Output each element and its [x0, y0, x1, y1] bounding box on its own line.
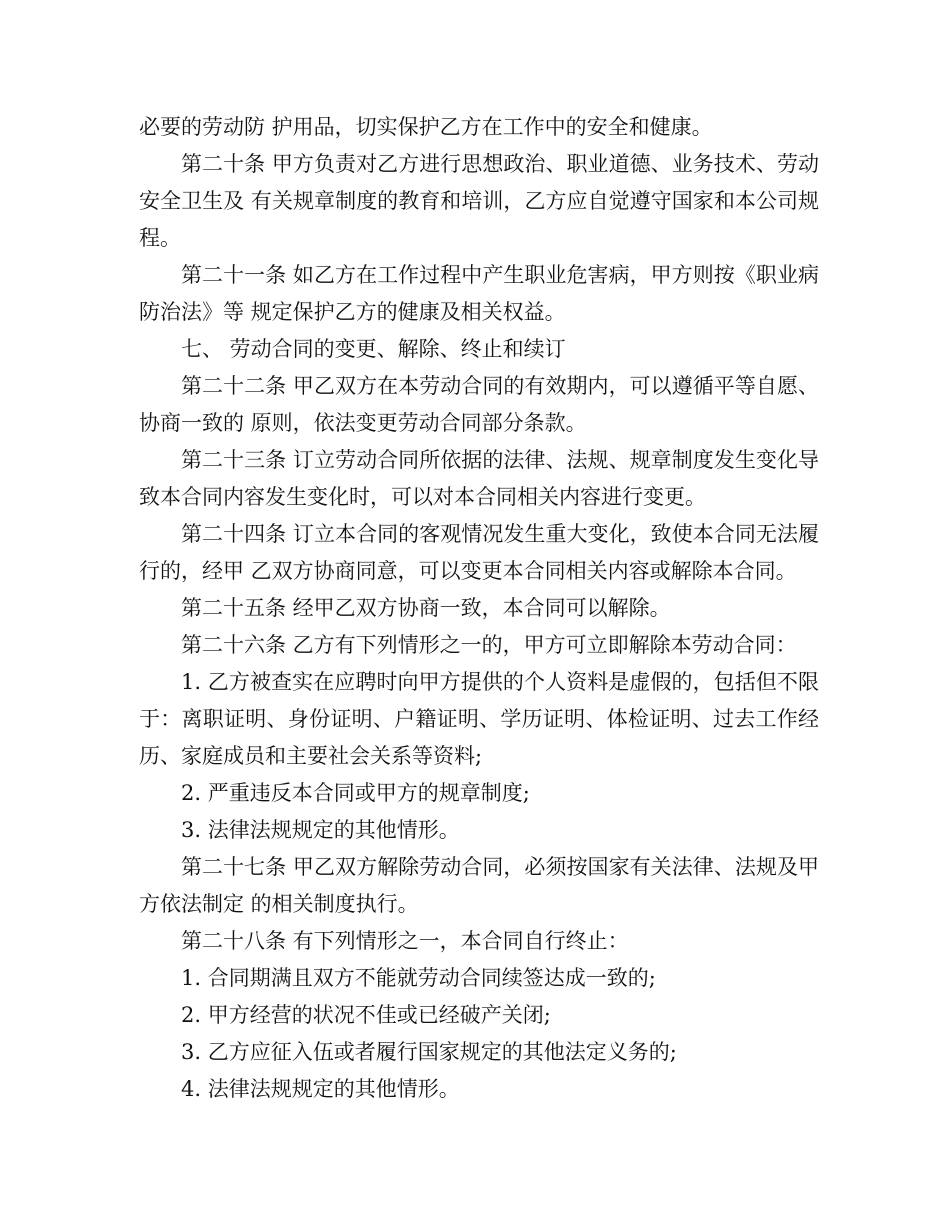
article-21: 第二十一条 如乙方在工作过程中产生职业危害病，甲方则按《职业病防治法》等 规定保护乙方的健康及相关权益。: [139, 263, 819, 324]
document-body: [139, 109, 819, 1108]
section-heading-7: 七、 劳动合同的变更、解除、终止和续订: [181, 337, 566, 361]
article-26: 第二十六条 乙方有下列情形之一的，甲方可立即解除本劳动合同：: [181, 633, 797, 657]
article-25: 第二十五条 经甲乙双方协商一致，本合同可以解除。: [181, 596, 671, 620]
article-20: 第二十条 甲方负责对乙方进行思想政治、职业道德、业务技术、劳动安全卫生及 有关规章制度的教育和培训，乙方应自觉遵守国家和本公司规程。: [139, 152, 819, 250]
article-22: 第二十二条 甲乙双方在本劳动合同的有效期内，可以遵循平等自愿、协商一致的 原则，依法变更劳动合同部分条款。: [139, 374, 819, 435]
article-28: 第二十八条 有下列情形之一，本合同自行终止：: [181, 929, 629, 953]
article-28-item-1: 1. 合同期满且双方不能就劳动合同续签达成一致的;: [181, 966, 656, 990]
article-28-item-3: 3. 乙方应征入伍或者履行国家规定的其他法定义务的;: [181, 1040, 677, 1064]
article-28-item-4: 4. 法律法规规定的其他情形。: [181, 1077, 460, 1101]
article-23: 第二十三条 订立劳动合同所依据的法律、法规、规章制度发生变化导致本合同内容发生变化时，可以对本合同相关内容进行变更。: [139, 448, 819, 509]
article-26-item-3: 3. 法律法规规定的其他情形。: [181, 818, 460, 842]
article-26-item-2: 2. 严重违反本合同或甲方的规章制度;: [181, 781, 530, 805]
paragraph-0: 必要的劳动防 护用品，切实保护乙方在工作中的安全和健康。: [139, 115, 713, 139]
article-26-item-1: 1. 乙方被查实在应聘时向甲方提供的个人资料是虚假的，包括但不限于：离职证明、身份证明、户籍证明、学历证明、体检证明、过去工作经历、家庭成员和主要社会关系等资料;: [139, 670, 819, 768]
article-27: 第二十七条 甲乙双方解除劳动合同，必须按国家有关法律、法规及甲方依法制定 的相关制度执行。: [139, 855, 819, 916]
article-28-item-2: 2. 甲方经营的状况不佳或已经破产关闭;: [181, 1003, 551, 1027]
article-24: 第二十四条 订立本合同的客观情况发生重大变化，致使本合同无法履行的，经甲 乙双方协商同意，可以变更本合同相关内容或解除本合同。: [139, 522, 819, 583]
